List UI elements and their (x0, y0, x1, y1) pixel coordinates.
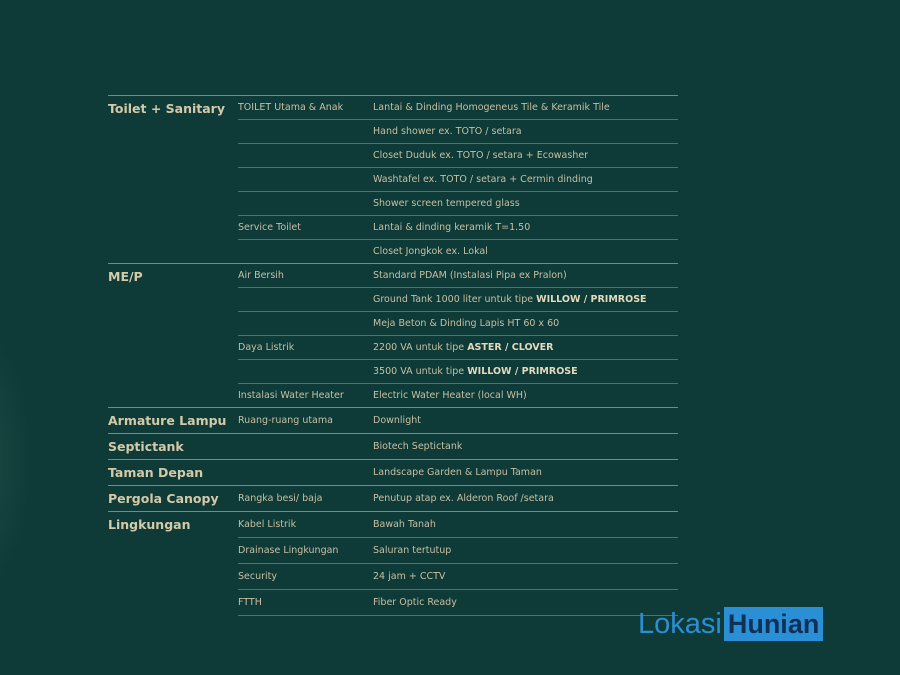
spec-description-text: Saluran tertutup (373, 545, 452, 556)
section-title: Taman Depan (108, 465, 204, 480)
section-title: Pergola Canopy (108, 491, 219, 506)
spec-row (238, 563, 678, 589)
spec-subcategory: Rangka besi/ baja (238, 493, 323, 504)
spec-description (373, 519, 678, 530)
spec-row (238, 143, 678, 167)
spec-row (238, 383, 678, 407)
spec-description (373, 597, 678, 608)
spec-description (373, 102, 678, 113)
spec-description-text: Biotech Septictank (373, 441, 463, 452)
spec-row (238, 95, 678, 119)
spec-description-text: Electric Water Heater (local WH) (373, 390, 527, 401)
spec-description-text: 3500 VA untuk tipe (373, 366, 468, 377)
spec-description (373, 415, 678, 426)
spec-table (108, 95, 678, 616)
spec-subcategory: Instalasi Water Heater (238, 390, 344, 401)
spec-section (108, 511, 678, 615)
logo-part2: Hunian (724, 607, 824, 641)
spec-row (238, 167, 678, 191)
spec-description-text: Washtafel ex. TOTO / setara + Cermin dinding (373, 174, 593, 185)
logo-part1: Lokasi (638, 608, 722, 640)
spec-row (238, 407, 678, 433)
spec-description (373, 342, 678, 353)
spec-section (108, 485, 678, 511)
spec-row (238, 485, 678, 511)
spec-description (373, 493, 678, 504)
spec-subcategory: Service Toilet (238, 222, 301, 233)
spec-description-emphasis: WILLOW / PRIMROSE (467, 366, 578, 377)
spec-description-text: Lantai & Dinding Homogeneus Tile & Keramik Tile (373, 102, 610, 113)
leaf-shadow-decoration (0, 330, 30, 590)
spec-row (238, 191, 678, 215)
spec-description (373, 294, 678, 305)
section-title: ME/P (108, 269, 143, 284)
spec-description-text: Penutup atap ex. Alderon Roof /setara (373, 493, 554, 504)
spec-description-text: Closet Jongkok ex. Lokal (373, 246, 488, 257)
spec-description (373, 366, 678, 377)
spec-description (373, 174, 678, 185)
spec-description (373, 198, 678, 209)
spec-description (373, 150, 678, 161)
spec-description (373, 318, 678, 329)
section-divider (108, 407, 238, 408)
spec-description-text: Landscape Garden & Lampu Taman (373, 467, 542, 478)
spec-row (238, 287, 678, 311)
spec-description-text: Closet Duduk ex. TOTO / setara + Ecowasher (373, 150, 589, 161)
spec-description-text: Ground Tank 1000 liter untuk tipe (373, 294, 537, 305)
spec-description (373, 390, 678, 401)
spec-subcategory: FTTH (238, 597, 262, 608)
section-title: Toilet + Sanitary (108, 101, 225, 116)
spec-row (238, 459, 678, 485)
section-title: Septictank (108, 439, 184, 454)
spec-row (238, 311, 678, 335)
spec-description (373, 126, 678, 137)
spec-subcategory: Air Bersih (238, 270, 284, 281)
spec-description (373, 571, 678, 582)
spec-section (108, 95, 678, 263)
spec-description-text: 24 jam + CCTV (373, 571, 446, 582)
spec-description-text: Meja Beton & Dinding Lapis HT 60 x 60 (373, 318, 560, 329)
spec-row (238, 359, 678, 383)
spec-description (373, 545, 678, 556)
section-title: Lingkungan (108, 517, 191, 532)
section-divider (108, 95, 238, 96)
spec-subcategory: Kabel Listrik (238, 519, 297, 530)
section-divider (108, 263, 238, 264)
spec-description-emphasis: WILLOW / PRIMROSE (536, 294, 647, 305)
spec-description-text: Hand shower ex. TOTO / setara (373, 126, 522, 137)
spec-section (108, 433, 678, 459)
spec-description (373, 441, 678, 452)
spec-section (108, 407, 678, 433)
spec-description-text: Downlight (373, 415, 421, 426)
spec-row (238, 589, 678, 615)
spec-description-text: Bawah Tanah (373, 519, 436, 530)
spec-subcategory: Daya Listrik (238, 342, 295, 353)
table-bottom-line (238, 615, 678, 616)
spec-row (238, 119, 678, 143)
spec-description-text: Shower screen tempered glass (373, 198, 520, 209)
spec-row (238, 537, 678, 563)
spec-description (373, 246, 678, 257)
spec-row (238, 433, 678, 459)
spec-description-emphasis: ASTER / CLOVER (467, 342, 554, 353)
spec-description-text: 2200 VA untuk tipe (373, 342, 468, 353)
section-divider (108, 511, 238, 512)
spec-row (238, 511, 678, 537)
spec-row (238, 215, 678, 239)
spec-description (373, 222, 678, 233)
spec-description (373, 467, 678, 478)
spec-description (373, 270, 678, 281)
spec-row (238, 263, 678, 287)
spec-description-text: Fiber Optic Ready (373, 597, 457, 608)
spec-section (108, 459, 678, 485)
spec-description-text: Lantai & dinding keramik T=1.50 (373, 222, 531, 233)
section-title: Armature Lampu (108, 413, 227, 428)
spec-subcategory: Ruang-ruang utama (238, 415, 333, 426)
spec-section (108, 263, 678, 407)
spec-subcategory: Security (238, 571, 278, 582)
section-divider (108, 459, 238, 460)
spec-subcategory: Drainase Lingkungan (238, 545, 339, 556)
spec-row (238, 239, 678, 263)
spec-description-text: Standard PDAM (Instalasi Pipa ex Pralon) (373, 270, 567, 281)
section-divider (108, 433, 238, 434)
section-divider (108, 485, 238, 486)
spec-row (238, 335, 678, 359)
lokasihunian-logo (638, 607, 823, 641)
spec-subcategory: TOILET Utama & Anak (238, 102, 344, 113)
